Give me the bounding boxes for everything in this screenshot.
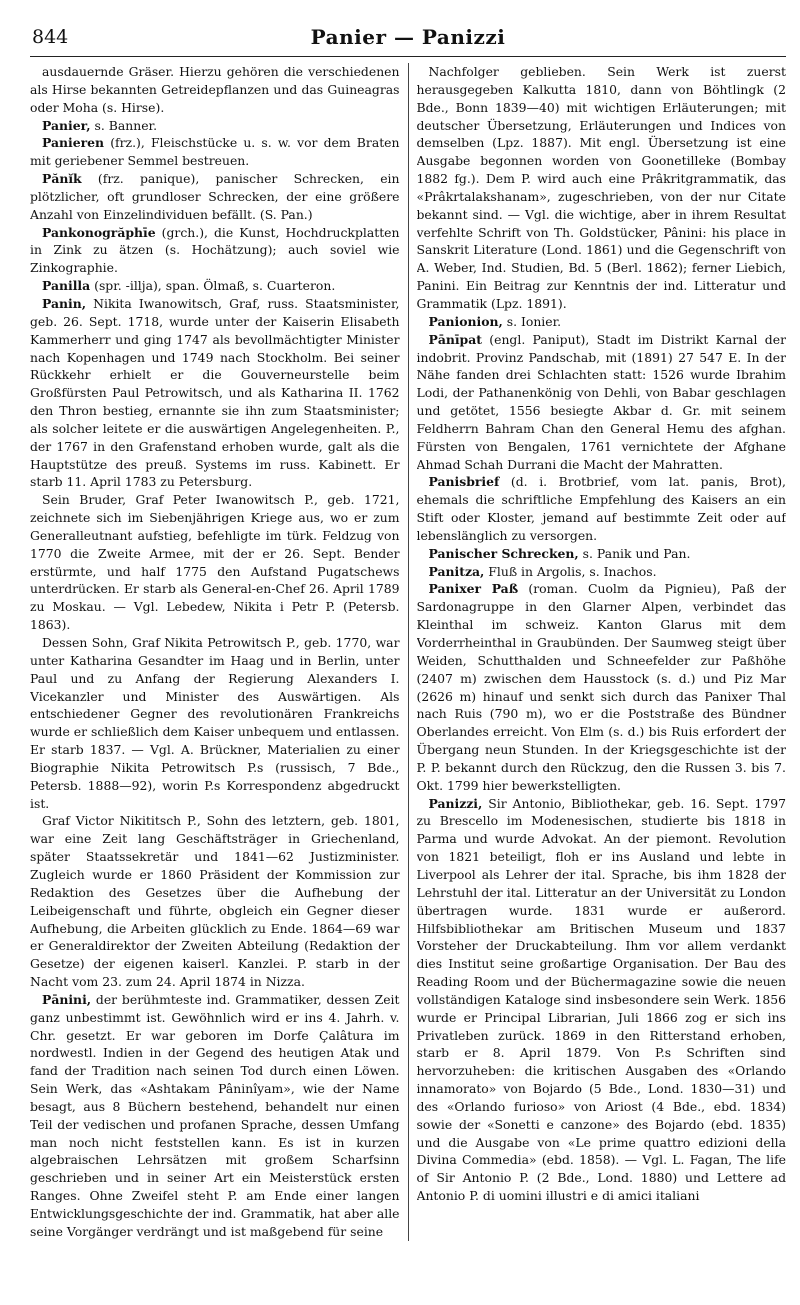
entry-text: ausdauernde Gräser. Hierzu gehören die verschiedenen als Hirse bekannten Getreidepflanzen und das Guineagras oder Moha (s. Hirse). xyxy=(30,64,400,115)
entry-headword: Pānīpat xyxy=(428,331,482,347)
entry-text: Fluß in Argolis, s. Inachos. xyxy=(484,563,657,579)
entry-headword: Panischer Schrecken, xyxy=(428,545,579,561)
dictionary-entry xyxy=(417,795,787,1205)
dictionary-entry xyxy=(417,313,787,331)
entry-text: (frz. panique), panischer Schrecken, ein plötzlicher, oft grundloser Schrecken, der eine größere Anzahl von Einzelindividuen befällt. (S. Pan.) xyxy=(30,171,400,222)
page-header xyxy=(30,22,786,57)
entry-text: der berühmteste ind. Grammatiker, dessen Zeit ganz unbestimmt ist. Gewöhnlich wird er ins 4. Jahrh. v. Chr. gesetzt. Er war geboren im Dorfe Çalâtura im nordwestl. Indien in der Gegend des heutigen Atak und fand der Tradition nach seinen Tod durch einen Löwen. Sein Werk, das «Ashtakam Pâninîyam», wie der Name besagt, aus 8 Büchern bestehend, behandelt nur einen Teil der vedischen und profanen Sprache, dessen Umfang man noch nicht feststellen kann. Es ist in kurzen algebraischen Lehrsätzen mit großem Scharfsinn geschrieben und in seiner Art ein Meisterstück ersten Ranges. Ohne Zweifel steht P. am Ende einer langen Entwicklungsgeschichte der ind. Grammatik, hat aber alle seine Vorgänger verdrängt und ist maßgebend für seine xyxy=(30,991,400,1239)
dictionary-entry xyxy=(30,224,400,278)
dictionary-entry xyxy=(417,473,787,544)
dictionary-entry xyxy=(30,134,400,170)
right-column xyxy=(417,63,787,1241)
entry-headword: Pănĭk xyxy=(42,171,82,187)
dictionary-entry xyxy=(30,117,400,135)
dictionary-entry xyxy=(30,634,400,812)
entry-text: Nachfolger geblieben. Sein Werk ist zuerst herausgegeben Kalkutta 1810, dann von Böhtlingk (2 Bde., Bonn 1839—40) mit wichtigen Erläuterungen; mit deutscher Übersetzung, Erläuterungen und Indices von demselben (Lpz. 1887). Mit engl. Übersetzung ist eine Ausgabe begonnen worden von Goonetilleke (Bombay 1882 fg.). Dem P. wird auch eine Prâkritgrammatik, das «Prâkrtalakshanam», zugeschrieben, von der nur Citate bekannt sind. — Vgl. die wichtige, aber in ihrem Resultat verfehlte Schrift von Th. Goldstücker, Pânini: his place in Sanskrit Literature (Lond. 1861) und die Gegenschrift von A. Weber, Ind. Studien, Bd. 5 (Berl. 1862); ferner Liebich, Panini. Ein Beitrag zur Kenntnis der ind. Litteratur und Grammatik (Lpz. 1891). xyxy=(416,64,786,311)
running-head: Panier — Panizzi xyxy=(310,25,506,49)
entry-headword: Panisbrief xyxy=(428,474,500,490)
entry-headword: Pānini, xyxy=(42,991,92,1007)
entry-headword: Panizzi, xyxy=(428,795,483,811)
dictionary-entry xyxy=(30,491,400,634)
dictionary-entry xyxy=(30,295,400,491)
dictionary-entry xyxy=(417,331,787,474)
dictionary-entry xyxy=(417,580,787,794)
entry-text: s. Panik und Pan. xyxy=(578,545,691,561)
dictionary-entry xyxy=(417,563,787,581)
entry-text: Dessen Sohn, Graf Nikita Petrowitsch P., geb. 1770, war unter Katharina Gesandter im Haag und in Berlin, unter Paul und zu Anfang der Regierung Alexanders I. Vicekanzler und Minister des Auswärtigen. Als entschiedener Gegner des revolutionären Frankreichs wurde er schließlich dem Kaiser unbequem und entlassen. Er starb 1837. — Vgl. A. Brückner, Materialien zu einer Biographie Nikita Petrowitsch P.s (russisch, 7 Bde., Petersb. 1888—92), worin P.s Korrespondenz abgedruckt ist. xyxy=(30,635,400,811)
entry-headword: Panieren xyxy=(42,135,105,151)
entry-text: Sein Bruder, Graf Peter Iwanowitsch P., geb. 1721, zeichnete sich im Siebenjährigen Kriege aus, wo er zum Generalleutnant aufstieg, befehligte im türk. Feldzug von 1770 die Zweite Armee, mit der er 26. Sept. Bender erstürmte, und half 1775 den Aufstand Pugatschews unterdrücken. Er starb als General-en-Chef 26. April 1789 zu Moskau. — Vgl. Lebedew, Nikita i Petr P. (Petersb. 1863). xyxy=(30,492,400,633)
entry-text: (spr. -illja), span. Ölmaß, s. Cuarteron. xyxy=(90,278,336,294)
entry-headword: Panin, xyxy=(42,295,87,311)
dictionary-entry xyxy=(30,63,400,117)
page-number: 844 xyxy=(32,26,69,48)
dictionary-entry xyxy=(30,991,400,1241)
entry-headword: Panionion, xyxy=(428,313,503,329)
entry-headword: Panier, xyxy=(42,117,91,133)
entry-headword: Pankonogrăphīe xyxy=(42,224,156,240)
entry-text: (grch.), die Kunst, Hochdruckplatten in Zink zu ätzen (s. Hochätzung); auch soviel wie Zinkographie. xyxy=(30,224,400,276)
dictionary-entry xyxy=(30,170,400,224)
entry-text: s. Ionier. xyxy=(502,313,562,329)
column-divider xyxy=(408,63,409,1241)
entry-text: (engl. Paniput), Stadt im Distrikt Karnal der indobrit. Provinz Pandschab, mit (1891) 27 547 E. In der Nähe fanden drei Schlachten statt: 1526 wurde Ibrahim Lodi, der Pathanenkönig von Dehli, von Babar geschlagen und getötet, 1556 besiegte Akbar d. Gr. mit seinem Feldherrn Bahram Chan den General Hemu des afghan. Fürsten von Bengalen, 1761 vernichtete der Afghane Ahmad Schah Durrani die Macht der Mahratten. xyxy=(416,331,786,472)
dictionary-entry xyxy=(30,277,400,295)
dictionary-entry xyxy=(417,545,787,563)
left-column xyxy=(30,63,408,1241)
entry-text: (d. i. Brotbrief, vom lat. panis, Brot), ehemals die schriftliche Empfehlung des Kaisers an ein Stift oder Kloster, jemand auf bestimmte Zeit oder auf lebenslänglich zu versorgen. xyxy=(416,474,786,543)
entry-text: s. Banner. xyxy=(90,117,158,133)
entry-text: Sir Antonio, Bibliothekar, geb. 16. Sept. 1797 zu Brescello im Modenesischen, studierte bis 1818 in Parma und wurde Advokat. An der piemont. Revolution von 1821 beteiligt, floh er ins Ausland und lebte in Liverpool als Lehrer der ital. Sprache, bis ihm 1828 der Lehrstuhl der ital. Litteratur an der Universität zu London übertragen wurde. 1831 wurde er außerord. Hilfsbibliothekar am Britischen Museum und 1837 Vorsteher der Druckabteilung. Ihm vor allem verdankt dies Institut seine großartige Organisation. Der Bau des Reading Room und der Büchermagazine sowie die neuen vollständigen Kataloge sind insbesondere sein Werk. 1856 wurde er Principal Librarian, Juli 1866 zog er sich ins Privatleben zurück. 1869 in den Ritterstand erhoben, starb er 8. April 1879. Von P.s Schriften sind hervorzuheben: die kritischen Ausgaben des «Orlando innamorato» von Bojardo (5 Bde., Lond. 1830—31) und des «Orlando furioso» von Ariost (4 Bde., ebd. 1834) sowie der «Sonetti e canzone» des Bojardo (ebd. 1835) und die Ausgabe von «Le prime quattro edizioni della Divina Commedia» (ebd. 1858). — Vgl. L. Fagan, The life of Sir Antonio P. (2 Bde., Lond. 1880) und Lettere ad Antonio P. di uomini illustri e di amici italiani xyxy=(416,795,786,1204)
dictionary-entry xyxy=(30,812,400,990)
entry-text: Nikita Iwanowitsch, Graf, russ. Staatsminister, geb. 26. Sept. 1718, wurde unter der Kaiserin Elisabeth Kammerherr und ging 1747 als bevollmächtigter Minister nach Kopenhagen und 1749 nach Stockholm. Bei seiner Rückkehr erhielt er die Gouverneurstelle beim Großfürsten Paul Petrowitsch, und als Katharina II. 1762 den Thron bestieg, ernannte sie ihn zum Staatsminister; als solcher leitete er die auswärtigen Angelegenheiten. P., der 1767 in den Grafenstand erhoben wurde, galt als die Hauptstütze des preuß. Systems im russ. Kabinett. Er starb 11. April 1783 zu Petersburg. xyxy=(30,295,400,490)
entry-headword: Panilla xyxy=(42,278,91,294)
text-columns xyxy=(30,63,786,1241)
entry-text: Graf Victor Nikititsch P., Sohn des letztern, geb. 1801, war eine Zeit lang Geschäftsträger in Griechenland, später Staatssekretär und 1841—62 Justizminister. Zugleich wurde er 1860 Präsident der Kommission zur Redaktion des Gesetzes über die Aufhebung der Leibeigenschaft und führte, obgleich ein Gegner dieser Aufhebung, die Arbeiten glücklich zu Ende. 1864—69 war er Generaldirektor der Zweiten Abteilung (Redaktion der Gesetze) der eigenen kaiserl. Kanzlei. P. starb in der Nacht vom 23. zum 24. April 1874 in Nizza. xyxy=(30,813,400,990)
entry-headword: Panixer Paß xyxy=(428,581,519,597)
entry-text: (frz.), Fleischstücke u. s. w. vor dem Braten mit geriebener Semmel bestreuen. xyxy=(30,135,400,169)
entry-text: (roman. Cuolm da Pignieu), Paß der Sardonagruppe in den Glarner Alpen, verbindet das Kleinthal im schweiz. Kanton Glarus mit dem Vorderrheinthal in Graubünden. Der Saumweg steigt über Weiden, Schutthalden und Schneefelder zur Paßhöhe (2407 m) zwischen dem Hausstock (s. d.) und Piz Mar (2626 m) hinauf und senkt sich durch das Panixer Thal nach Ruis (790 m), wo er die Poststraße des Bündner Oberlandes erreicht. Von Elm (s. d.) bis Ruis erfordert der Übergang neun Stunden. In der Kriegsgeschichte ist der P. P. bekannt durch den Rückzug, den die Russen 3. bis 7. Okt. 1799 hier bewerkstelligten. xyxy=(416,581,786,793)
entry-headword: Panitza, xyxy=(428,563,485,579)
dictionary-entry xyxy=(417,63,787,313)
